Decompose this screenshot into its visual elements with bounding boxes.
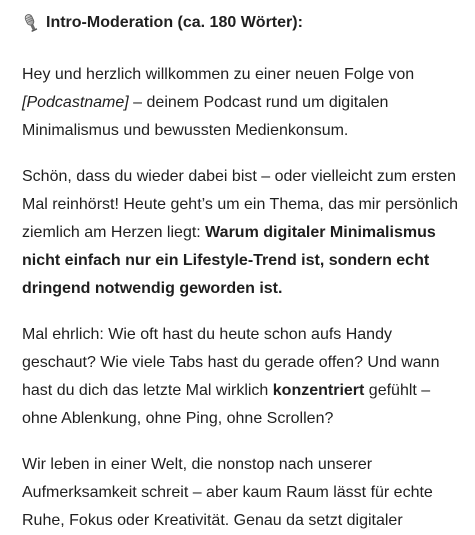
text-line: Mal reinhörst! Heute geht’s um ein Thema, das mir persönlich — [22, 196, 459, 213]
text-line: Minimalismus und bewussten Medienkonsum. — [22, 122, 349, 139]
text-fragment: hast du dich das letzte Mal wirklich — [22, 382, 273, 399]
text-line: ohne Ablenkung, ohne Ping, ohne Scrollen? — [22, 410, 334, 427]
text-fragment: – deinem Podcast rund um digitalen — [128, 94, 389, 111]
text-line: Aufmerksamkeit schreit – aber kaum Raum lässt für echte — [22, 484, 433, 501]
text-line: Mal ehrlich: Wie oft hast du heute schon aufs Handy — [22, 326, 392, 343]
microphone-icon — [22, 13, 40, 33]
text-line: Hey und herzlich willkommen zu einer neuen Folge von — [22, 66, 415, 83]
text-fragment: ziemlich am Herzen liegt: — [22, 224, 206, 241]
bold-text: konzentriert — [272, 382, 365, 399]
paragraph-intro — [22, 61, 463, 145]
bold-text: nicht einfach nur ein Lifestyle-Trend ist, sondern echt — [22, 252, 430, 269]
text-line: geschaut? Wie viele Tabs hast du gerade offen? Und wann — [22, 354, 440, 371]
bold-text: Warum digitaler Minimalismus — [205, 224, 436, 241]
text-line: Schön, dass du wieder dabei bist – oder vielleicht zum ersten — [22, 168, 457, 185]
podcast-name-placeholder: [Podcastname] — [22, 94, 129, 111]
text-fragment: gefühlt – — [364, 382, 431, 399]
text-line: Wir leben in einer Welt, die nonstop nach unserer — [22, 456, 373, 473]
paragraph-welcome — [22, 163, 463, 303]
section-heading — [22, 12, 463, 34]
paragraph-world — [22, 451, 463, 535]
paragraph-questions — [22, 321, 463, 433]
text-line: Ruhe, Fokus oder Kreativität. Genau da setzt digitaler — [22, 512, 403, 529]
bold-text: dringend notwendig geworden ist. — [22, 280, 283, 297]
heading-text: Intro-Moderation (ca. 180 Wörter): — [46, 14, 303, 31]
